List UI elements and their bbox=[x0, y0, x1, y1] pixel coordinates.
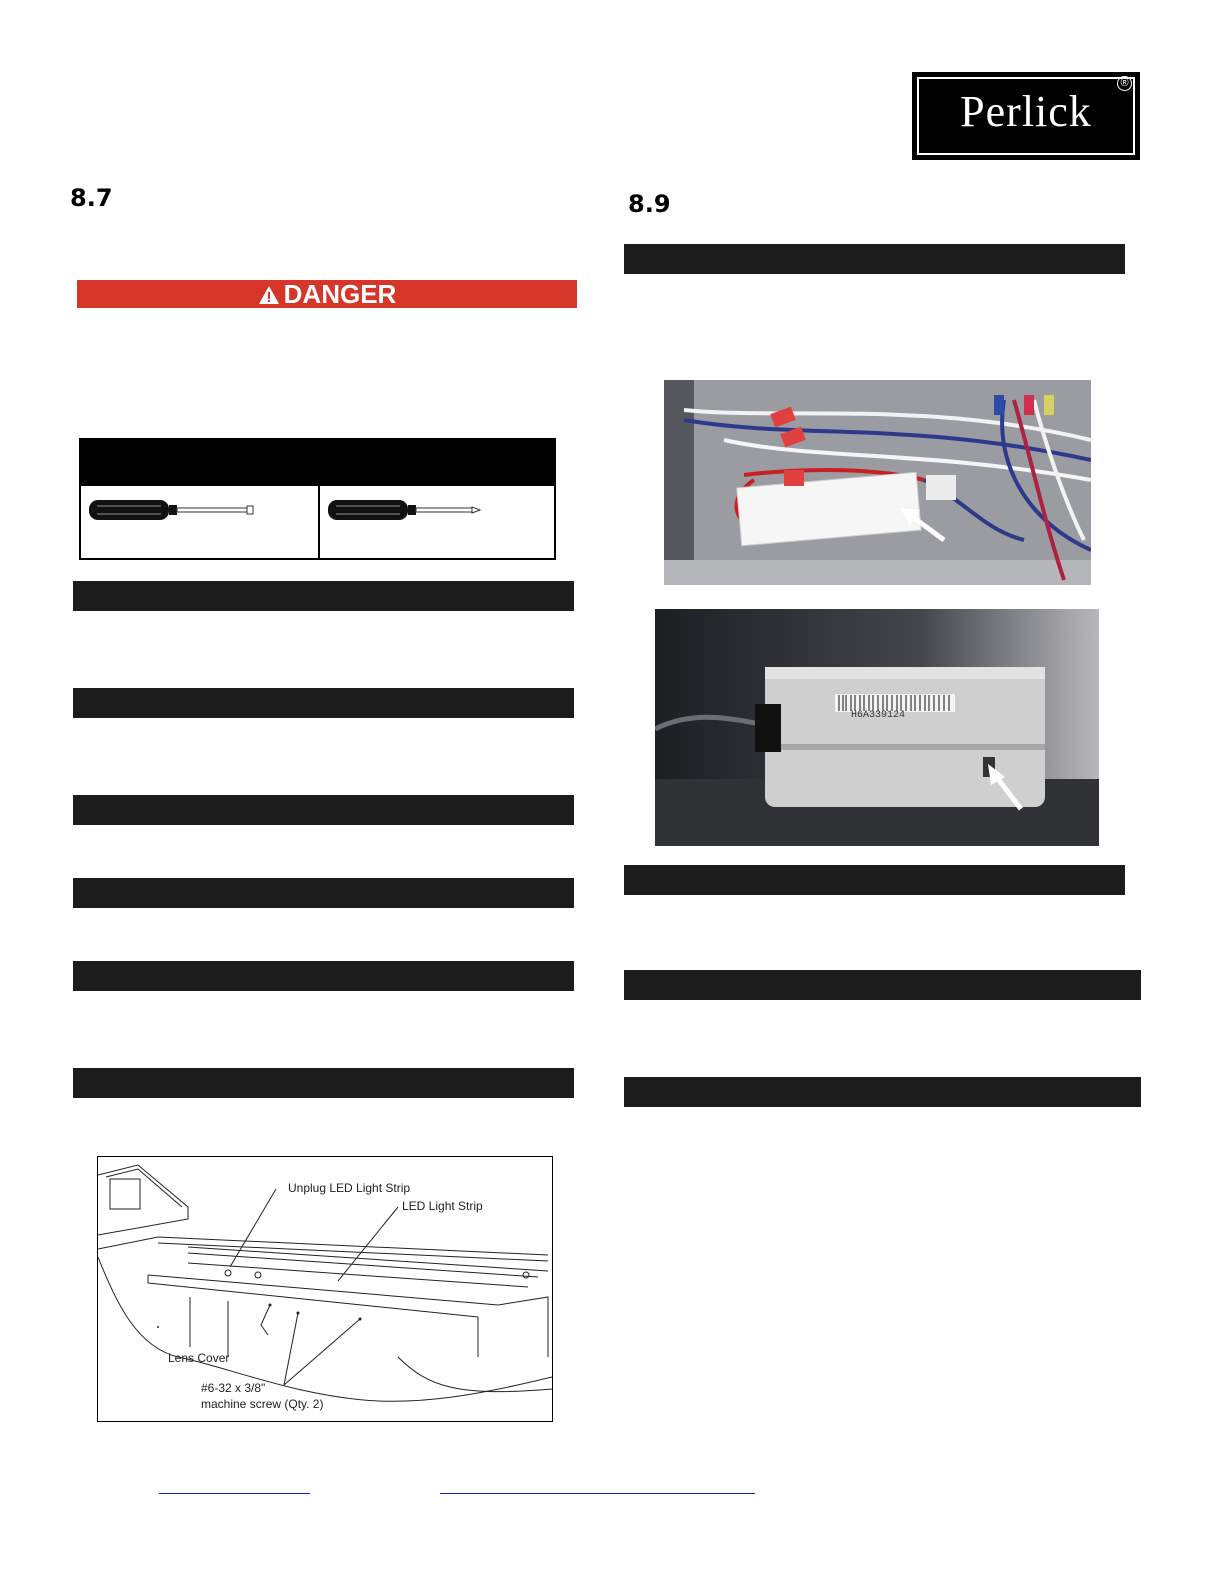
step-bar-3 bbox=[73, 795, 574, 825]
tools-table-header bbox=[81, 440, 554, 486]
label-screw-size: #6-32 x 3/8" bbox=[201, 1381, 266, 1395]
danger-banner bbox=[77, 280, 577, 308]
tools-table-divider bbox=[318, 486, 320, 558]
logo-wordmark: Perlick bbox=[960, 87, 1092, 136]
step-bar-right-1 bbox=[624, 244, 1125, 274]
warning-triangle-icon bbox=[258, 285, 280, 305]
tools-table bbox=[79, 438, 556, 560]
danger-label: DANGER bbox=[283, 279, 397, 309]
label-unplug-led: Unplug LED Light Strip bbox=[288, 1181, 411, 1195]
section-number-8-7: 8.7 bbox=[70, 184, 113, 212]
label-lens-cover: Lens Cover bbox=[168, 1351, 230, 1365]
footer-link-underline-2[interactable] bbox=[440, 1493, 755, 1494]
step-bar-right-3 bbox=[624, 970, 1141, 1000]
led-strip-diagram bbox=[97, 1156, 553, 1422]
registered-mark: ® bbox=[1117, 76, 1132, 91]
flathead-screwdriver-icon bbox=[87, 496, 257, 524]
section-number-8-9: 8.9 bbox=[628, 190, 671, 218]
step-bar-4 bbox=[73, 878, 574, 908]
step-bar-1 bbox=[73, 581, 574, 611]
phillips-screwdriver-icon bbox=[326, 496, 486, 524]
label-led-strip: LED Light Strip bbox=[402, 1199, 483, 1213]
wiring-photo-drawing bbox=[664, 380, 1091, 585]
diagram-drawing bbox=[98, 1157, 552, 1421]
step-bar-2 bbox=[73, 688, 574, 718]
label-screw-desc: machine screw (Qty. 2) bbox=[201, 1397, 324, 1411]
step-bar-5 bbox=[73, 961, 574, 991]
led-driver-wiring-photo bbox=[664, 380, 1091, 585]
step-bar-right-2 bbox=[624, 865, 1125, 895]
perlick-logo bbox=[912, 72, 1140, 160]
led-driver-box-photo bbox=[655, 609, 1099, 846]
barcode-number: H6A339124 bbox=[851, 710, 906, 721]
step-bar-right-4 bbox=[624, 1077, 1141, 1107]
step-bar-6 bbox=[73, 1068, 574, 1098]
driver-photo-drawing bbox=[655, 609, 1099, 846]
footer-link-underline-1[interactable] bbox=[159, 1493, 310, 1494]
